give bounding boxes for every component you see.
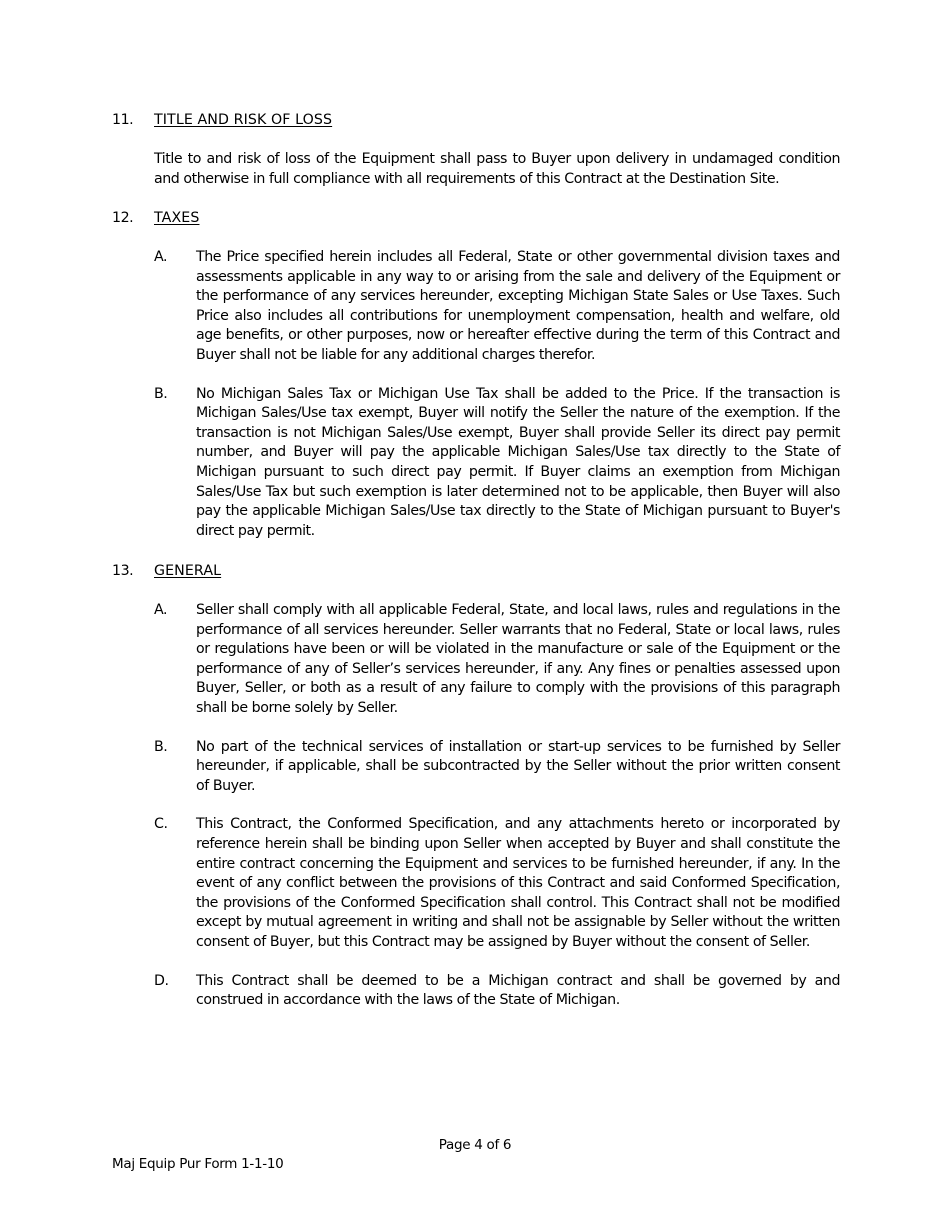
clause-letter: B.: [154, 385, 168, 402]
section-taxes: [112, 209, 840, 541]
page-number: Page 4 of 6: [438, 1137, 512, 1153]
clause-text: No Michigan Sales Tax or Michigan Use Tax shall be added to the Price. If the transaction is Michigan Sales/Use tax exempt, Buyer will notify the Seller the nature of the exemption. If the transaction is not Michigan Sales/Use exempt, Buyer shall provide Seller its direct pay permit number, and Buyer will pay the applicable Michigan Sales/Use tax directly to the State of Michigan pursuant to such direct pay permit. If Buyer claims an exemption from Michigan Sales/Use Tax but such exemption is later determined not to be applicable, then Buyer will also pay the applicable Michigan Sales/Use tax directly to the State of Michigan pursuant to Buyer's direct pay permit.: [196, 385, 840, 539]
clause-letter: A.: [154, 249, 168, 265]
clause-item: [154, 385, 840, 542]
section-heading: [112, 209, 840, 229]
section-number: 13.: [112, 563, 134, 579]
clause-item: [154, 972, 840, 1011]
clause-item: [154, 815, 840, 952]
section-title: TAXES: [154, 210, 200, 226]
section-title: GENERAL: [154, 563, 222, 579]
clause-text: The Price specified herein includes all Federal, State or other governmental division taxes and assessments applicable in any way to or arising from the sale and delivery of the Equipment or the performance of any services hereunder, excepting Michigan State Sales or Use Taxes. Such Price also includes all contributions for unemployment compensation, health and welfare, old age benefits, or other purposes, now or hereafter effective during the term of this Contract and Buyer shall not be liable for any additional charges therefor.: [196, 249, 840, 363]
clause-text: No part of the technical services of installation or start-up services to be furnished by Seller hereunder, if applicable, shall be subcontracted by the Seller without the prior written consent of Buyer.: [196, 738, 840, 794]
clause-item: [154, 738, 840, 797]
clause-text: Seller shall comply with all applicable Federal, State, and local laws, rules and regulations in the performance of all services hereunder. Seller warrants that no Federal, State or local laws, rules or regulations have been or will be violated in the manufacture or sale of the Equipment or the performance of any of Seller’s services hereunder, if any. Any fines or penalties assessed upon Buyer, Seller, or both as a result of any failure to comply with the provisions of this paragraph shall be borne solely by Seller.: [196, 602, 840, 716]
clause-item: [154, 248, 840, 366]
clause-item: [154, 601, 840, 719]
clause-text: This Contract shall be deemed to be a Michigan contract and shall be governed by and construed in accordance with the laws of the State of Michigan.: [196, 972, 840, 1009]
clause-letter: D.: [154, 972, 169, 989]
form-identifier: Maj Equip Pur Form 1-1-10: [112, 1156, 284, 1172]
section-heading: [112, 562, 840, 582]
section-general: [112, 562, 840, 1011]
section-title: TITLE AND RISK OF LOSS: [154, 112, 333, 128]
clause-letter: C.: [154, 816, 168, 833]
section-body: Title to and risk of loss of the Equipment shall pass to Buyer upon delivery in undamaged condition and otherwise in full compliance with all requirements of this Contract at the Destination Site.: [154, 151, 840, 187]
section-heading: [112, 111, 840, 131]
section-number: 11.: [112, 112, 134, 128]
clause-letter: B.: [154, 738, 168, 755]
clause-text: This Contract, the Conformed Specification, and any attachments hereto or incorporated by reference herein shall be binding upon Seller when accepted by Buyer and shall constitute the entire contract concerning the Equipment and services to be furnished hereunder, if any. In the event of any conflict between the provisions of this Contract and said Conformed Specification, the provisions of the Conformed Specification shall control. This Contract shall not be modified except by mutual agreement in writing and shall not be assignable by Seller without the written consent of Buyer, but this Contract may be assigned by Buyer without the consent of Seller.: [196, 816, 840, 950]
section-title-and-risk-of-loss: [112, 111, 840, 189]
clause-letter: A.: [154, 602, 168, 618]
section-number: 12.: [112, 210, 134, 226]
